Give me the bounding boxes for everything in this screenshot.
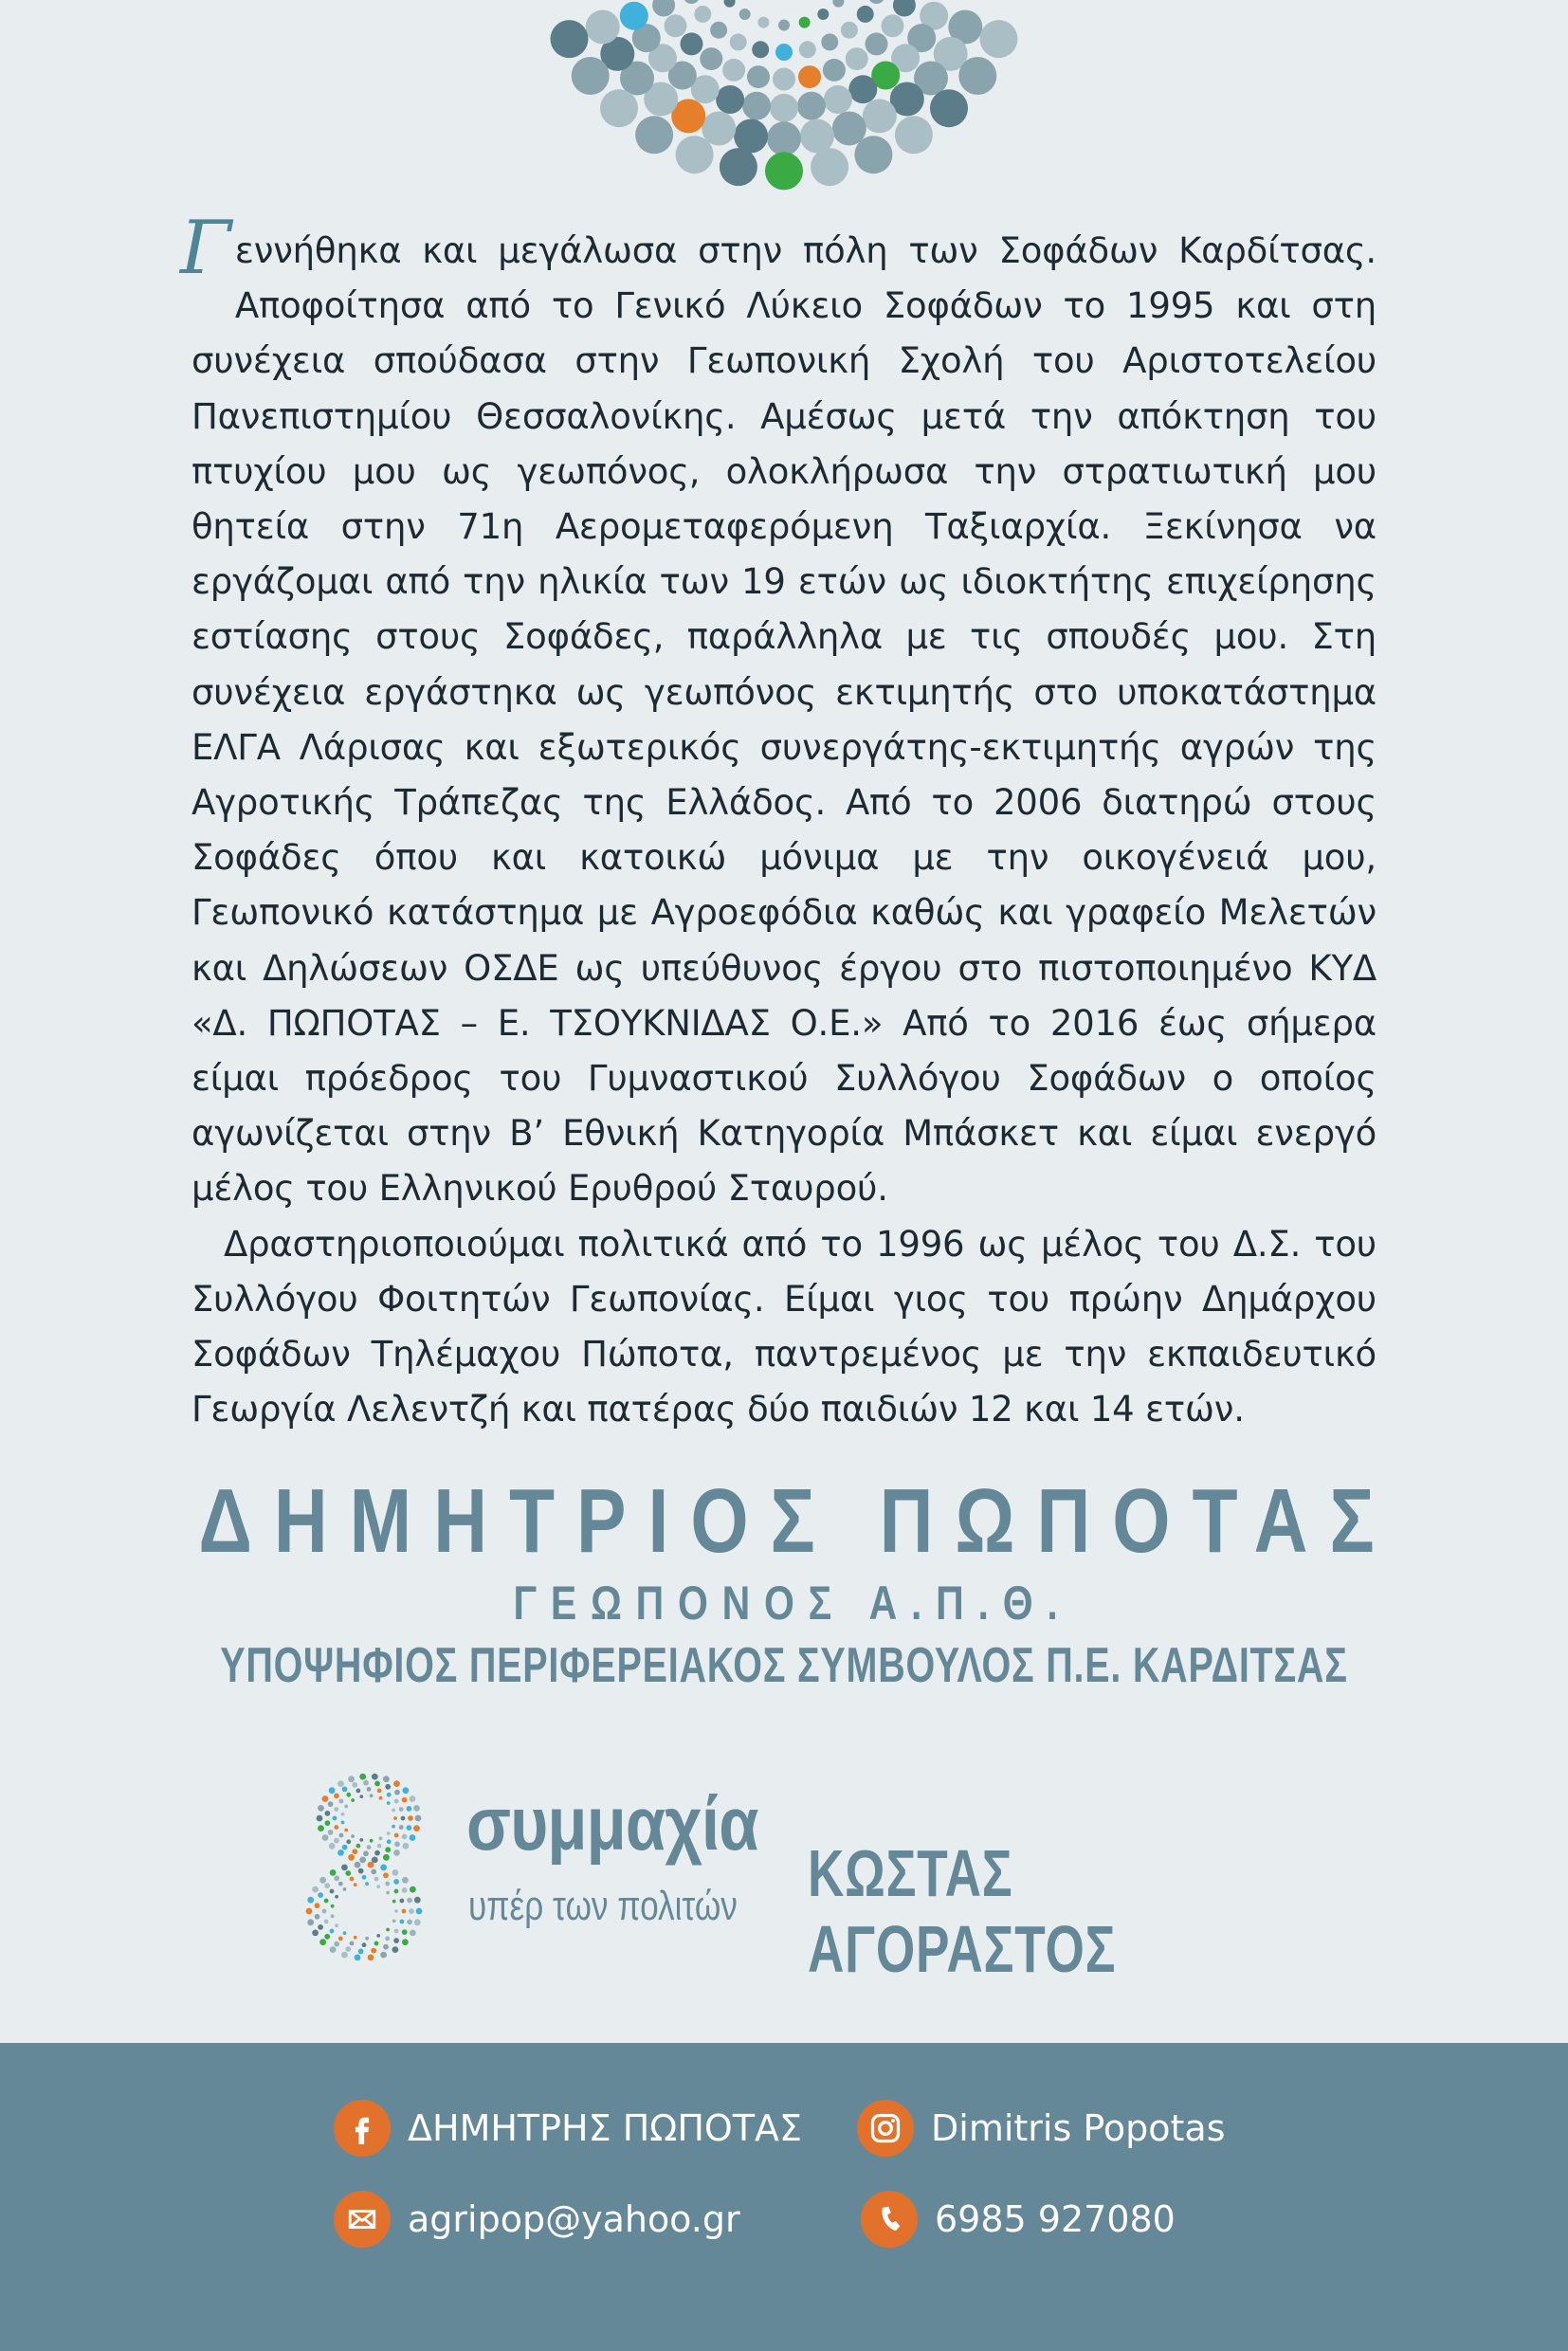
party-mark-dot: [315, 1903, 320, 1908]
phone-contact[interactable]: [861, 2191, 1176, 2248]
party-mark-dot: [355, 1862, 361, 1868]
party-mark-dot: [346, 1793, 351, 1797]
party-mark-dot: [318, 1892, 323, 1898]
party-mark-dot: [354, 1936, 357, 1940]
party-mark-dot: [312, 1886, 319, 1893]
party-mark-dot: [393, 1850, 400, 1856]
party-mark-dot: [399, 1825, 404, 1830]
logo-dot: [620, 2, 648, 30]
logo-dot: [866, 32, 888, 55]
party-mark-dot: [407, 1898, 412, 1904]
logo-dot: [811, 148, 848, 186]
party-mark-dot: [410, 1930, 416, 1937]
email-label: agripop@yahoo.gr: [408, 2198, 740, 2240]
party-mark-dot: [415, 1815, 422, 1822]
party-mark-dot: [331, 1904, 335, 1908]
party-mark-dot: [355, 1955, 361, 1961]
party-mark-dot: [359, 1795, 363, 1798]
party-mark-dot: [324, 1899, 329, 1904]
party-mark-dot: [362, 1942, 367, 1947]
party-mark-dot: [402, 1797, 408, 1803]
party-mark-dot: [351, 1798, 355, 1802]
party-mark-dot: [306, 1908, 313, 1915]
party-mark-dot: [342, 1787, 348, 1793]
party-mark-icon: [288, 1761, 449, 1970]
bio-paragraph-1-text: εννήθηκα και μεγάλωσα στην πόλη των Σοφάδων Καρδίτσας. Αποφοίτησα από το Γενικό Λύκειο Σοφάδων το 1995 και στη συνέχεια σπούδασα στην Γεωπονική Σχολή του Αριστοτελείου Πανεπιστημίου Θεσσαλονίκης. Αμέσως μετά την απόκτηση του πτυχίου μου ως γεωπόνος, ολοκλήρωσα την στρατιωτική μου θητεία στην 71η Αερομεταφερόμενη Ταξιαρχία. Ξεκίνησα να εργάζομαι από την ηλικία των 19 ετών ως ιδιοκτήτης επιχείρησης εστίασης στους Σοφάδες, παράλληλα με τις σπουδές μου. Στη συνέχεια εργάστηκα ως γεωπόνος εκτιμητής στο υποκατάστημα ΕΛΓΑ Λάρισας και εξωτερικός συνεργάτης-εκτιμητής αγρών της Αγροτικής Τράπεζας της Ελλάδος. Από το 2006 διατηρώ στους Σοφάδες όπου και κατοικώ μόνιμα με την οικογένειά μου, Γεωπονικό κατάστημα με Αγροεφόδια καθώς και γραφείο Μελετών και Δηλώσεων ΟΣΔΕ ως υπεύθυνος έργου στο πιστοποιημένο ΚΥΔ «Δ. ΠΩΠΟΤΑΣ – Ε. ΤΣΟΥΚΝΙΔΑΣ Ο.Ε.» Από το 2016 έως σήμερα είμαι πρόεδρος του Γυμναστικού Συλλόγου Σοφάδων ο οποίος αγωνίζεται στην Β’ Εθνική Κατηγορία Μπάσκετ και είμαι ενεργό μέλος του Ελληνικού Ερυθρού Σταυρού.: [191, 230, 1377, 1210]
party-mark-dot: [414, 1897, 421, 1904]
logo-dot: [683, 0, 700, 4]
party-mark-dot: [346, 1839, 351, 1844]
party-mark-dot: [335, 1923, 338, 1927]
party-mark-dot: [407, 1920, 412, 1925]
party-mark-dot: [356, 1844, 361, 1849]
party-mark-dot: [370, 1794, 374, 1797]
party-mark-dot: [399, 1807, 404, 1812]
party-mark-dot: [358, 1949, 364, 1955]
party-mark-dot: [328, 1830, 334, 1835]
party-mark-dot: [374, 1877, 379, 1882]
logo-dot: [798, 65, 821, 88]
logo-dot: [800, 119, 834, 154]
party-mark-dot: [409, 1908, 414, 1914]
phone-icon: [861, 2191, 918, 2248]
party-mark-dot: [307, 1897, 314, 1904]
party-mark-dot: [324, 1920, 329, 1924]
party-mark-dot: [385, 1847, 391, 1852]
party-mark-dot: [328, 1801, 334, 1807]
party-mark-dot: [387, 1832, 391, 1835]
logo-dot: [895, 116, 933, 154]
party-mark-dot: [403, 1787, 410, 1794]
logo-dot: [770, 94, 798, 122]
logo-dot: [551, 20, 589, 58]
logo-dot: [600, 89, 638, 127]
party-mark-dot: [374, 1781, 380, 1787]
party-mark-dot: [343, 1931, 347, 1935]
logo-dot: [773, 68, 795, 91]
party-mark-dot: [348, 1776, 355, 1782]
party-mark-dot: [407, 1825, 412, 1831]
party-mark-dot: [356, 1789, 361, 1794]
party-mark-dot: [387, 1793, 392, 1797]
logo-dot: [832, 0, 844, 8]
party-mark-dot: [339, 1799, 344, 1804]
party-mark-dot: [319, 1939, 326, 1945]
party-mark-dot: [348, 1854, 355, 1861]
party-mark-dot: [339, 1833, 344, 1838]
party-mark-dot: [322, 1795, 329, 1802]
logo-dot: [652, 0, 675, 17]
party-mark-dot: [386, 1891, 390, 1895]
party-mark-dot: [331, 1914, 335, 1918]
logo-dot: [694, 6, 711, 23]
logo-dot: [799, 41, 816, 58]
party-mark-dot: [344, 1805, 348, 1809]
party-tagline: υπέρ των πολιτών: [468, 1883, 738, 1929]
logo-dot: [854, 136, 892, 173]
party-mark-dot: [359, 1838, 363, 1842]
party-mark-dot: [334, 1825, 338, 1830]
party-mark-dot: [352, 1782, 357, 1788]
party-mark-dot: [330, 1929, 335, 1934]
party-mark-dot: [374, 1850, 380, 1856]
party-mark-dot: [394, 1799, 399, 1804]
party-mark-dot: [393, 1780, 400, 1787]
party-mark-dot: [359, 1774, 366, 1780]
party-mark-dot: [392, 1920, 396, 1923]
party-mark-dot: [325, 1811, 331, 1816]
logo-dot: [893, 0, 916, 17]
party-mark-dot: [335, 1895, 338, 1899]
party-mark-dot: [410, 1795, 416, 1802]
logo-dot: [817, 9, 829, 20]
party-mark-dot: [337, 1780, 344, 1787]
party-mark-dot: [392, 1869, 399, 1876]
party-mark-dot: [341, 1952, 348, 1959]
candidate-name: ΔΗΜΗΤΡΙΟΣ ΠΩΠΟΤΑΣ: [198, 1470, 1396, 1572]
party-mark-dot: [410, 1834, 416, 1841]
logo-dot: [710, 22, 727, 39]
candidacy-title: ΥΠΟΨΗΦΙΟΣ ΠΕΡΙΦΕΡΕΙΑΚΟΣ ΣΥΜΒΟΥΛΟΣ Π.Ε. ΚΑΡΔΙΤΣΑΣ: [220, 1638, 1348, 1693]
party-mark-dot: [350, 1877, 355, 1882]
logo-dot: [730, 33, 747, 50]
party-mark-dot: [334, 1807, 338, 1812]
biography: [180, 206, 1377, 1437]
party-mark-dot: [385, 1882, 390, 1886]
party-mark-dot: [392, 1946, 399, 1953]
party-mark-dot: [376, 1934, 380, 1938]
logo-dot: [734, 119, 768, 154]
party-mark-dot: [338, 1882, 343, 1886]
logo-dot: [863, 99, 897, 133]
candidate-profession: ΓΕΩΠΟΝΟΣ Α.Π.Θ.: [513, 1576, 1072, 1630]
party-mark-dot: [400, 1899, 405, 1904]
party-mark-dot: [363, 1850, 369, 1856]
party-mark-dot: [387, 1801, 391, 1805]
party-mark-dot: [342, 1845, 348, 1850]
party-mark-dot: [329, 1843, 336, 1850]
logo-dot: [767, 121, 801, 155]
dotted-arc-logo: [547, 0, 1021, 209]
party-mark-dot: [402, 1939, 409, 1945]
party-mark-dot: [352, 1849, 357, 1854]
party-mark-dot: [362, 1875, 367, 1880]
party-mark-dot: [334, 1794, 339, 1799]
candidate-block: [0, 1469, 1568, 1697]
party-mark-dot: [377, 1789, 382, 1794]
party-mark-dot: [337, 1850, 344, 1856]
email-contact[interactable]: [334, 2191, 740, 2248]
party-mark-dot: [318, 1805, 324, 1812]
party-mark-dot: [343, 1887, 347, 1891]
party-name: συμμαχία: [466, 1781, 758, 1866]
party-mark-dot: [394, 1929, 399, 1934]
party-mark-dot: [380, 1865, 387, 1871]
party-mark-dot: [400, 1920, 405, 1924]
party-mark-dot: [379, 1836, 383, 1840]
party-mark-dot: [394, 1833, 399, 1838]
logo-dot: [757, 17, 769, 28]
party-mark-dot: [317, 1815, 323, 1822]
party-mark-dot: [385, 1937, 390, 1941]
party-mark-dot: [370, 1839, 374, 1843]
party-mark-dot: [307, 1919, 314, 1925]
party-mark-dot: [319, 1877, 326, 1884]
party-mark-dot: [383, 1776, 390, 1782]
party-mark-dot: [402, 1877, 409, 1884]
party-mark-dot: [376, 1885, 380, 1888]
party-mark-dot: [416, 1908, 423, 1915]
logo-dot: [722, 59, 745, 82]
party-mark-dot: [324, 1883, 330, 1888]
logo-dot: [841, 22, 858, 39]
party-mark-dot: [367, 1845, 372, 1850]
instagram-contact[interactable]: [857, 2100, 1226, 2157]
party-mark-dot: [363, 1780, 369, 1786]
party-mark-dot: [318, 1924, 323, 1930]
party-mark-dot: [330, 1869, 337, 1876]
party-mark-dot: [394, 1841, 400, 1847]
instagram-icon: [857, 2100, 914, 2157]
logo-dot: [857, 6, 874, 23]
party-mark-dot: [402, 1929, 408, 1935]
logo-dot: [681, 32, 703, 55]
party-mark-dot: [351, 1834, 355, 1838]
party-mark-dot: [344, 1829, 348, 1832]
logo-dot: [958, 57, 996, 95]
party-mark-dot: [402, 1909, 407, 1914]
party-mark-dot: [377, 1844, 382, 1849]
logo-dot: [700, 47, 722, 70]
instagram-label: Dimitris Popotas: [931, 2107, 1226, 2149]
party-mark-dot: [345, 1870, 351, 1876]
party-mark-dot: [402, 1834, 408, 1840]
party-mark-dot: [379, 1796, 383, 1800]
party-mark-dot: [368, 1862, 374, 1868]
logo-dot: [739, 9, 751, 20]
party-mark-dot: [322, 1834, 329, 1841]
logo-dot: [930, 89, 968, 127]
logo-dot: [775, 44, 793, 61]
party-mark-dot: [341, 1821, 345, 1825]
party-mark-dot: [408, 1815, 413, 1821]
party-mark-dot: [318, 1825, 324, 1832]
party-mark-dot: [393, 1938, 399, 1943]
party-mark-dot: [372, 1857, 378, 1864]
logo-dot: [765, 152, 803, 190]
party-mark-dot: [372, 1774, 378, 1780]
phone-label: 6985 927080: [935, 2198, 1176, 2240]
facebook-contact[interactable]: [334, 2100, 802, 2157]
party-mark-dot: [324, 1934, 330, 1940]
drop-cap: Γ: [180, 206, 231, 291]
logo-dot: [665, 14, 687, 37]
party-mark-dot: [322, 1909, 327, 1914]
party-mark-dot: [325, 1820, 331, 1826]
party-mark-dot: [414, 1919, 421, 1925]
logo-dot: [824, 85, 852, 114]
logo-dot: [868, 0, 885, 4]
party-mark-dot: [392, 1900, 396, 1904]
facebook-label: ΔΗΜΗΤΡΗΣ ΠΩΠΟΤΑΣ: [408, 2107, 803, 2149]
party-mark-dot: [394, 1790, 400, 1795]
logo-dot: [720, 148, 757, 186]
logo-dot: [572, 57, 610, 95]
party-mark-dot: [330, 1889, 335, 1894]
party-mark-dot: [315, 1914, 320, 1920]
party-mark-dot: [407, 1806, 412, 1812]
logo-dot: [848, 75, 877, 103]
logo-dot: [821, 33, 838, 50]
party-mark-dot: [334, 1941, 339, 1947]
logo-dot: [747, 65, 770, 88]
party-mark-dot: [383, 1872, 389, 1878]
party-mark-dot: [350, 1941, 355, 1946]
party-mark-dot: [393, 1879, 399, 1885]
party-mark-dot: [334, 1875, 339, 1881]
party-mark-dot: [413, 1825, 420, 1832]
logo-dot: [586, 10, 620, 45]
email-icon: [334, 2191, 391, 2248]
logo-dot: [846, 47, 868, 70]
party-mark-dot: [365, 1882, 369, 1886]
party-mark-dot: [359, 1857, 366, 1864]
party-mark-dot: [338, 1937, 343, 1941]
party-mark-dot: [394, 1909, 398, 1913]
party-mark-dot: [401, 1816, 406, 1821]
party-mark-dot: [367, 1787, 372, 1792]
logo-dot: [797, 92, 826, 120]
party-mark-dot: [333, 1816, 337, 1821]
contact-footer: [0, 2043, 1568, 2351]
party-mark-dot: [383, 1944, 389, 1950]
bio-paragraph-1: [180, 206, 1377, 1217]
party-logo-block: [288, 1761, 1331, 1986]
party-mark-dot: [345, 1946, 351, 1952]
facebook-icon: [334, 2100, 391, 2157]
logo-dot: [716, 85, 744, 114]
logo-dot: [676, 136, 714, 173]
party-mark-dot: [393, 1816, 397, 1820]
party-mark-dot: [394, 1889, 399, 1894]
party-mark-dot: [354, 1883, 357, 1886]
party-leader: ΚΩΣΤΑΣ ΑΓΟΡΑΣΤΟΣ: [808, 1836, 1117, 1986]
logo-dot: [799, 17, 811, 28]
bio-paragraph-2: Δραστηριοποιούμαι πολιτικά από το 1996 ως μέλος του Δ.Σ. του Συλλόγου Φοιτητών Γεωπονίας. Είμαι γιος του πρώην Δημάρχου Σοφάδων Τηλέμαχου Πώποτα, παντρεμένος με την εκπαιδευτικό Γεωργία Λελεντζή και πατέρας δύο παιδιών 12 και 14 ετών.: [191, 1223, 1377, 1431]
logo-dot: [635, 116, 673, 154]
party-mark-dot: [341, 1813, 345, 1816]
party-mark-dot: [380, 1952, 387, 1959]
party-mark-dot: [371, 1948, 376, 1954]
party-mark-dot: [334, 1838, 339, 1844]
logo-dot: [823, 59, 846, 82]
party-mark-dot: [368, 1955, 374, 1961]
party-mark-dot: [386, 1928, 390, 1932]
party-mark-dot: [358, 1868, 364, 1874]
party-mark-dot: [392, 1825, 395, 1829]
logo-dot: [778, 20, 790, 31]
logo-dot: [752, 41, 769, 58]
party-mark-dot: [312, 1930, 319, 1937]
logo-dot: [882, 14, 904, 37]
logo-dot: [980, 20, 1018, 58]
party-mark-dot: [392, 1809, 395, 1813]
party-mark-dot: [329, 1787, 336, 1794]
party-mark-dot: [410, 1886, 416, 1893]
logo-dot: [742, 92, 771, 120]
party-mark-dot: [387, 1839, 392, 1844]
party-mark-dot: [341, 1865, 348, 1871]
party-mark-dot: [330, 1946, 337, 1953]
party-mark-dot: [402, 1887, 408, 1893]
party-mark-dot: [374, 1941, 379, 1946]
party-mark-dot: [371, 1869, 376, 1875]
party-mark-dot: [403, 1843, 410, 1850]
logo-dot: [724, 0, 736, 8]
party-mark-dot: [413, 1805, 420, 1812]
party-mark-dot: [365, 1937, 369, 1941]
party-mark-dot: [383, 1854, 390, 1861]
party-mark-dot: [385, 1784, 391, 1790]
